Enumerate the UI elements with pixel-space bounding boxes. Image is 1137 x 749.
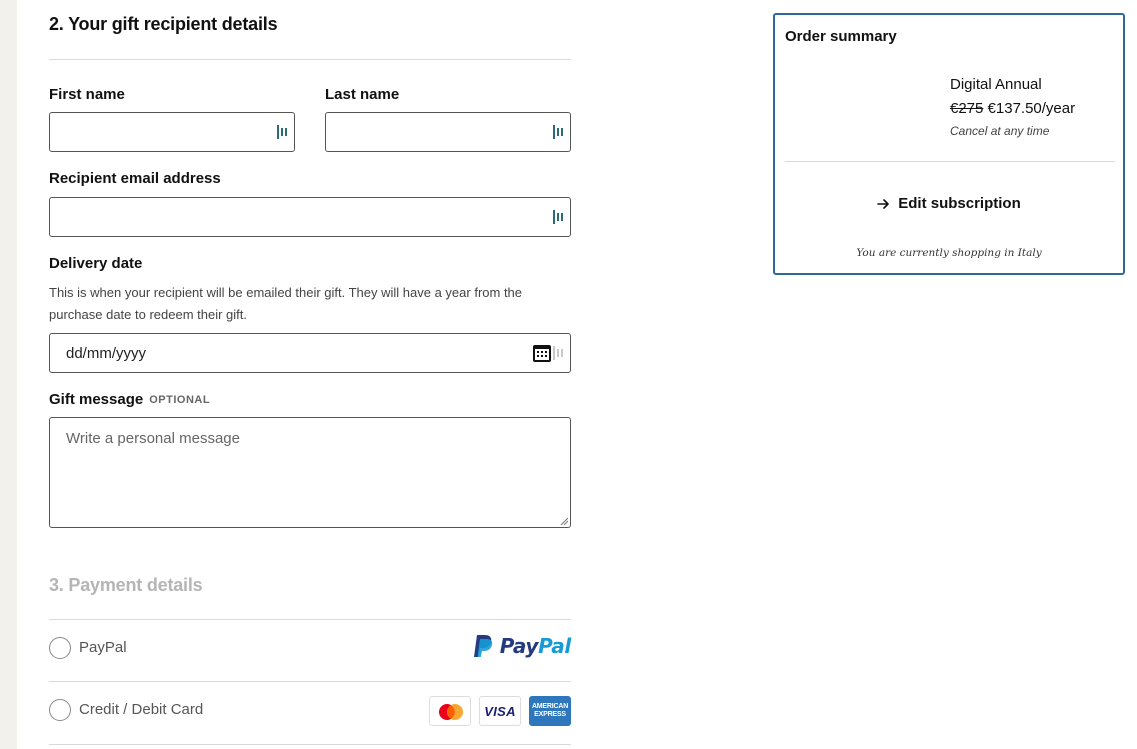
old-price: €275 [950,100,984,117]
order-summary-title: Order summary [785,28,897,45]
new-price: €137.50/year [987,100,1076,117]
paypal-option-label: PayPal [79,639,127,656]
amex-text-line1: AMERICAN [531,703,569,710]
optional-tag: OPTIONAL [149,394,211,406]
amex-text-line2: EXPRESS [534,711,566,718]
divider [49,681,571,682]
first-name-input[interactable] [50,113,294,151]
shopping-location-note: You are currently shopping in Italy [856,247,1042,259]
order-summary-panel [773,13,1125,275]
lastpass-autofill-icon[interactable] [553,210,564,224]
delivery-date-field[interactable] [49,333,571,373]
payment-option-paypal[interactable] [49,629,571,669]
product-name: Digital Annual [950,76,1042,93]
paypal-radio[interactable] [49,637,71,659]
amex-icon [529,696,571,726]
delivery-date-label: Delivery date [49,255,143,272]
gift-message-field[interactable] [49,417,571,528]
divider [49,744,571,745]
mastercard-icon [429,696,471,726]
first-name-field[interactable] [49,112,295,152]
card-logos [429,696,571,726]
recipient-email-field[interactable] [49,197,571,237]
amex-text [530,697,570,725]
lastpass-autofill-icon[interactable] [553,125,564,139]
lastpass-autofill-icon[interactable] [277,125,288,139]
left-margin-strip [0,0,17,749]
gift-message-label [49,391,210,408]
resize-grip-icon[interactable] [560,517,568,525]
card-radio[interactable] [49,699,71,721]
lastpass-autofill-icon[interactable] [553,346,564,360]
paypal-logo [472,632,571,660]
edit-subscription-link[interactable] [775,195,1123,212]
delivery-date-input[interactable] [50,334,570,372]
first-name-label: First name [49,86,125,103]
recipient-email-input[interactable] [50,198,570,236]
payment-section-heading: 3. Payment details [49,575,203,595]
recipient-section-heading: 2. Your gift recipient details [49,14,278,34]
visa-text: VISA [484,703,516,719]
last-name-label: Last name [325,86,400,103]
edit-subscription-label: Edit subscription [898,195,1021,212]
recipient-email-label: Recipient email address [49,170,221,187]
cancel-note: Cancel at any time [950,124,1050,138]
last-name-input[interactable] [326,113,570,151]
card-option-label: Credit / Debit Card [79,701,204,718]
divider [785,161,1115,162]
gift-message-textarea[interactable] [50,418,570,527]
arrow-right-icon [877,198,890,210]
gift-message-label-text: Gift message [49,391,144,408]
payment-option-card[interactable] [49,691,571,731]
calendar-icon[interactable] [533,345,551,362]
product-price [950,100,1075,117]
last-name-field[interactable] [325,112,571,152]
divider [49,619,571,620]
divider [49,59,571,60]
visa-icon [479,696,521,726]
paypal-wordmark: PayPal [499,634,571,658]
paypal-p-icon [472,634,494,658]
delivery-date-help: This is when your recipient will be emailed their gift. They will have a year from the purchase date to redeem their gift. [49,285,523,322]
